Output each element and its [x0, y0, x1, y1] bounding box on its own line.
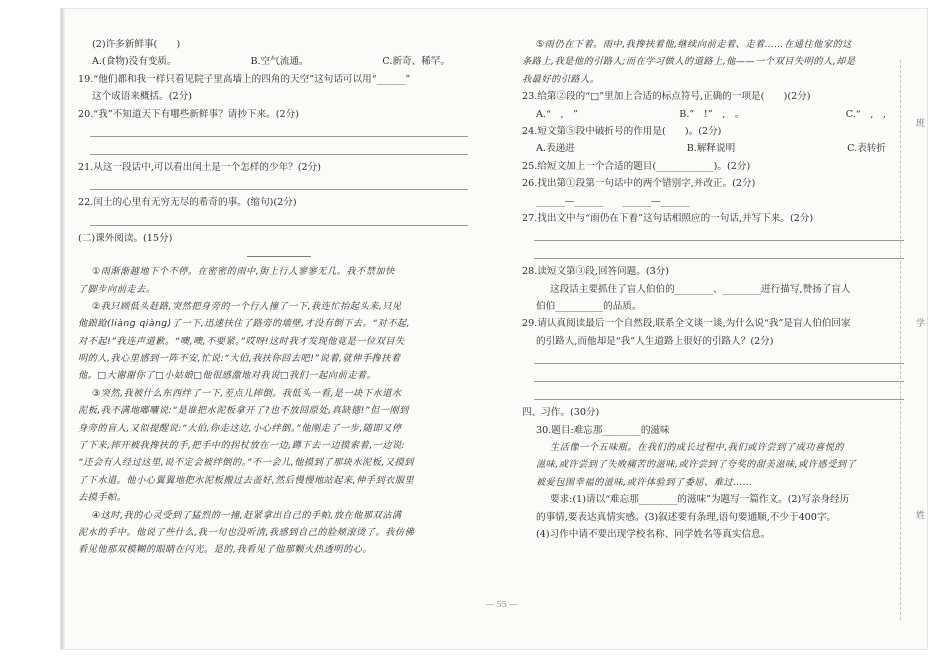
text-line: 27.找出文中与“雨仍在下着”这句话相照应的一句话,并写下来。(2分): [522, 212, 814, 224]
text-line: 了下来,摔开被我搀扶的手,把手中的拐杖放在一边,蹲下去一边摸索着,一边说:: [78, 440, 406, 452]
text-line: 29.请认真阅读最后一个自然段,联系全文谈一谈,为什么说“我”是盲人伯伯回家: [522, 318, 851, 330]
text-line: 明的人,我心里感到一阵不安,忙说:“大伯,我扶你回去吧!”说着,就伸手搀扶着: [78, 353, 401, 365]
text-line: 了脚步向前走去。: [78, 283, 156, 295]
text-line: (二)课外阅读。(15分): [78, 232, 173, 244]
text-line: 20.“我”不知道天下有哪些新鲜事？请抄下来。(2分): [78, 108, 299, 120]
option-row: [78, 53, 480, 70]
text-line: ③突然,我被什么东西绊了一下,差点儿摔倒。我低头一看,是一块下水道水: [92, 387, 402, 399]
text-line: 的引路人,而他却是“我”人生道路上很好的引路人？(2分): [536, 335, 774, 347]
text-line: 21.从这一段话中,可以看出闰土是一个怎样的少年？(2分): [78, 161, 321, 173]
text-line: 23.给第②段的“□”里加上合适的标点符号,正确的一项是( )(2分): [522, 91, 811, 103]
text-line: ④这时,我的心灵受到了猛烈的一撞,赶紧拿出自己的手帕,放在他那双沾满: [92, 509, 402, 521]
text-line: “还会有人经过这里,说不定会被绊倒的。”不一会儿,他摸到了那块水泥板,又摸到: [78, 457, 414, 469]
answer-line: [534, 350, 904, 364]
side-label-1: 班: [916, 119, 926, 129]
text-line: ②我只顾低头赶路,突然把身旁的一个行人撞了一下,我连忙抬起头来,只见: [92, 300, 402, 312]
option-item: C.表转折: [847, 143, 886, 155]
answer-line: [534, 386, 904, 400]
option-item: B.解释说明: [686, 143, 736, 155]
text-line: 了下水道。他小心翼翼地把水泥板搬过去盖好,然后慢慢地站起来,伸手到衣服里: [78, 474, 415, 486]
answer-line: [90, 176, 468, 190]
text-line: ______—______ ______—______: [536, 195, 690, 207]
text-line: 30.题目:难忘那________的滋味: [536, 424, 670, 436]
title-blank: [247, 255, 311, 257]
right-column: [522, 36, 916, 543]
side-label-2: 学: [916, 319, 926, 329]
option-item: A.表递进: [536, 143, 575, 155]
answer-line: [534, 227, 904, 241]
answer-line: [90, 123, 468, 137]
text-line: 22.闰土的心里有无穷无尽的希奇的事。(缩句)(2分): [78, 197, 297, 209]
text-line: 对不起!”我连声道歉。“噢,噢,不要紧。”哎呀!这时我才发现他竟是一位双目失: [78, 335, 405, 347]
answer-line: [534, 245, 904, 259]
text-line: 伯伯__________的品质。: [536, 301, 642, 313]
text-line: ①雨渐渐越地下个不停。在密密的雨中,街上行人寥寥无几。我不禁加快: [92, 266, 395, 278]
text-line: 他踉跄(liàng qiàng)了一下,迅速扶住了路旁的墙壁,才没有倒下去。“对不起,: [78, 318, 411, 330]
text-line: 26.找出第①段第一句话中的两个错别字,并改正。(2分): [522, 178, 756, 190]
text-line: 这段话主要抓住了盲人伯伯的________、________进行描写,赞扬了盲人: [550, 283, 851, 295]
option-item: B.空气流通。: [250, 56, 309, 68]
page-crease: [61, 9, 65, 649]
text-line: 去摸手帕。: [78, 492, 127, 504]
side-label-3: 姓: [916, 511, 926, 521]
option-row: [522, 106, 916, 123]
text-line: 条路上,我是他的引路人;而在学习做人的道路上,他——一个双目失明的人,却是: [522, 56, 856, 68]
text-line: 24.短文第⑤段中破折号的作用是( )。(2分): [522, 125, 722, 137]
option-item: C.“ , ,: [845, 108, 886, 120]
text-line: 我最好的引路人。: [522, 73, 600, 85]
option-item: A.“ , ”: [536, 108, 579, 120]
text-line: ⑤雨仍在下着。雨中,我搀扶着他,继续向前走着、走着……在通往他家的这: [536, 39, 852, 50]
text-line: (4)习作中请不要出现学校名称、同学姓名等真实信息。: [536, 528, 771, 540]
text-line: 泥水的手中。他说了些什么,我一句也没听清,我感到自己的脸颊滚烫了。我仿佛: [78, 526, 415, 538]
option-item: A.(食物)没有变质。: [92, 56, 177, 68]
answer-line: [90, 212, 468, 226]
text-line: 他。□大谢谢你了□小姑娘□他很感激地对我说□我们一起向前走着。: [78, 370, 377, 382]
page-number: — 55 —: [486, 600, 518, 609]
text-line: 的事情,要表达真情实感。(3)叙述要有条理,语句要通顺,不少于400字。: [536, 511, 837, 523]
text-line: 四、习作。(30分): [522, 407, 600, 419]
text-line: 19.“他们都和我一样只看见院子里高墙上的四角的天空”这句话可以用“______”: [78, 73, 411, 85]
answer-line: [534, 368, 904, 382]
answer-line: [90, 141, 468, 155]
text-line: 要求:(1)请以“难忘那________的滋味”为题写一篇作文。(2)写亲身经历: [550, 494, 850, 506]
text-line: 身旁的盲人,又似提醒说:“大伯,你走这边,小心绊倒。”他刚走了一步,随即又停: [78, 422, 402, 434]
option-item: C.新奇、稀罕。: [382, 56, 450, 68]
text-line: 28.读短文第③段,回答问题。(3分): [522, 266, 670, 278]
text-line: 被爱包围幸福的滋味,或许体验到了委屈、难过……: [536, 476, 753, 488]
text-line: (2)许多新鲜事( ): [92, 39, 181, 50]
option-row: [522, 140, 916, 157]
binding-dashed-line: [900, 60, 902, 620]
text-line: 泥板,我不满地嘟囔说:“是谁把水泥板拿开了?也不放回原处,真缺德!”但一刚到: [78, 405, 409, 417]
text-line: 这个成语来概括。(2分): [92, 91, 192, 103]
text-line: 生活像一个五味瓶。在我们的成长过程中,我们或许尝到了成功喜悦的: [550, 442, 845, 454]
option-item: B.” !” , 。: [679, 108, 745, 120]
text-line: 25.给短文加上一个合适的题目(____________)。(2分): [522, 160, 751, 172]
text-line: 滋味,或许尝到了失败痛苦的滋味,或许尝到了夸奖的甜美滋味,或许感受到了: [536, 459, 857, 471]
text-line: 看见他那双模糊的眼睛在闪光。是的,我看见了他那颗火热透明的心。: [78, 544, 373, 556]
left-column: [78, 36, 480, 559]
